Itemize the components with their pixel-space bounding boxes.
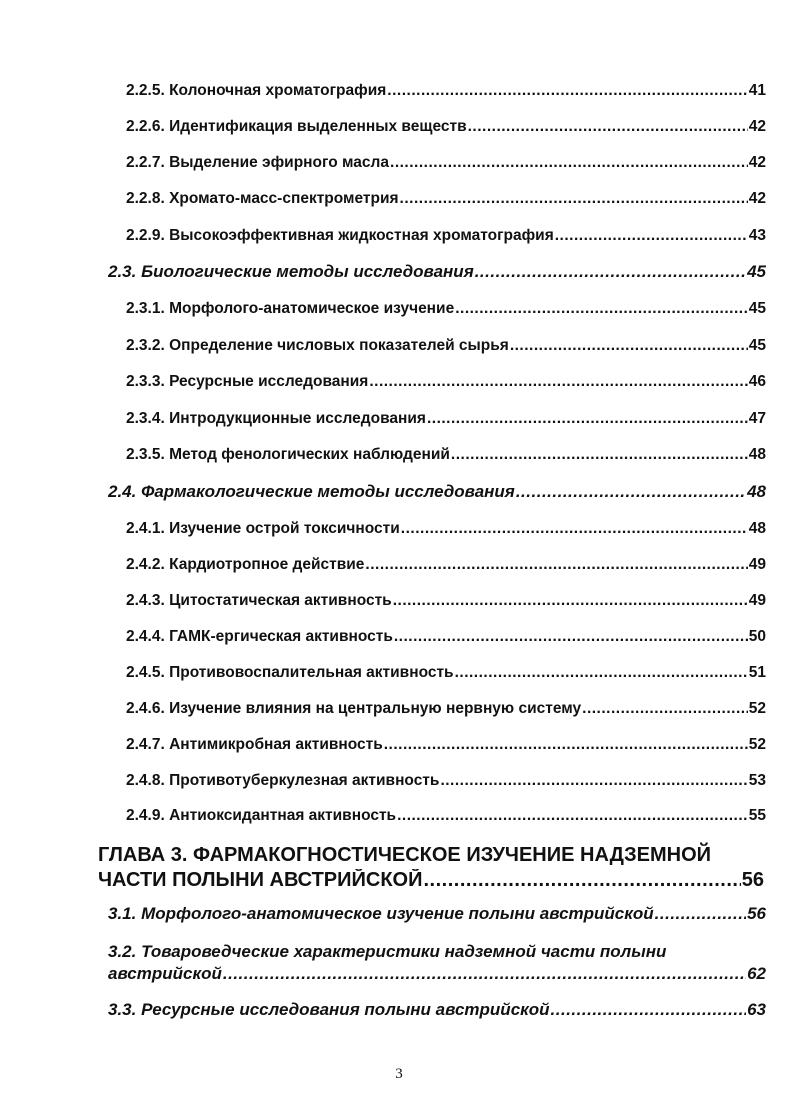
toc-entry bbox=[126, 592, 766, 610]
toc-entry-title: 2.3.5. Метод фенологических наблюдений bbox=[126, 446, 450, 463]
toc-section-page: 56 bbox=[747, 904, 766, 923]
toc-section bbox=[108, 1000, 766, 1020]
leader-dots bbox=[384, 736, 748, 754]
toc-chapter-title-line2: ЧАСТИ ПОЛЫНИ АВСТРИЙСКОЙ bbox=[98, 869, 423, 891]
toc-entry-title: 2.4.4. ГАМК-ергическая активность bbox=[126, 628, 393, 645]
toc-entry-page: 52 bbox=[748, 736, 766, 753]
leader-dots bbox=[655, 904, 746, 924]
toc-entry-title: 2.2.7. Выделение эфирного масла bbox=[126, 154, 390, 171]
leader-dots bbox=[387, 82, 747, 100]
toc-section-title: 3.3. Ресурсные исследования полыни австрийской bbox=[108, 1000, 550, 1019]
toc-entry bbox=[126, 300, 766, 318]
toc-entry-title: 2.3.3. Ресурсные исследования bbox=[126, 373, 369, 390]
toc-section-page: 48 bbox=[747, 482, 766, 501]
toc-entry-page: 45 bbox=[748, 337, 766, 354]
leader-dots bbox=[551, 1000, 747, 1020]
toc-entry-title: 2.3.1. Морфолого-анатомическое изучение bbox=[126, 300, 455, 317]
leader-dots bbox=[455, 300, 748, 318]
leader-dots bbox=[397, 807, 748, 825]
toc-entry bbox=[126, 664, 766, 682]
leader-dots bbox=[223, 964, 746, 984]
toc-entry-title: 2.2.5. Колоночная хроматография bbox=[126, 82, 387, 99]
toc-entry-page: 51 bbox=[748, 664, 766, 681]
toc-chapter-page: 56 bbox=[741, 869, 764, 891]
toc-section bbox=[108, 482, 766, 502]
toc-entry-title: 2.4.8. Противотуберкулезная активность bbox=[126, 772, 440, 789]
toc-entry-page: 55 bbox=[748, 807, 766, 824]
toc-section-title: 2.3. Биологические методы исследования bbox=[108, 262, 474, 281]
toc-entry-page: 49 bbox=[748, 592, 766, 609]
toc-entry bbox=[126, 190, 766, 208]
leader-dots bbox=[427, 410, 748, 428]
page-number: 3 bbox=[395, 1066, 403, 1082]
toc-entry bbox=[126, 154, 766, 172]
toc-section bbox=[108, 904, 766, 924]
toc-entry-page: 42 bbox=[748, 154, 766, 171]
leader-dots bbox=[393, 592, 748, 610]
toc-entry bbox=[126, 700, 766, 718]
toc-entry-page: 53 bbox=[748, 772, 766, 789]
leader-dots bbox=[451, 446, 748, 464]
toc-entry-page: 48 bbox=[748, 520, 766, 537]
toc-entry-page: 48 bbox=[748, 446, 766, 463]
toc-entry-title: 2.3.4. Интродукционные исследования bbox=[126, 410, 426, 427]
toc-section-page: 45 bbox=[747, 262, 766, 281]
toc-entry-title: 2.4.7. Антимикробная активность bbox=[126, 736, 383, 753]
toc-entry bbox=[126, 556, 766, 574]
leader-dots bbox=[365, 556, 747, 574]
leader-dots bbox=[394, 628, 748, 646]
toc-entry-page: 42 bbox=[748, 190, 766, 207]
toc-entry-page: 41 bbox=[748, 82, 766, 99]
toc-chapter-title-line1: ГЛАВА 3. ФАРМАКОГНОСТИЧЕСКОЕ ИЗУЧЕНИЕ НАДЗЕМНОЙ bbox=[98, 844, 712, 866]
leader-dots bbox=[582, 700, 748, 718]
toc-entry-page: 46 bbox=[748, 373, 766, 390]
toc-entry-page: 52 bbox=[748, 700, 766, 717]
leader-dots bbox=[468, 118, 748, 136]
leader-dots bbox=[440, 772, 747, 790]
toc-section bbox=[108, 942, 766, 986]
toc-entry-title: 2.3.2. Определение числовых показателей сырья bbox=[126, 337, 509, 354]
leader-dots bbox=[510, 337, 748, 355]
toc-section bbox=[108, 262, 766, 282]
leader-dots bbox=[423, 869, 740, 892]
toc-entry bbox=[126, 446, 766, 464]
toc-entry-page: 45 bbox=[748, 300, 766, 317]
toc-section-page: 62 bbox=[747, 964, 766, 983]
leader-dots bbox=[455, 664, 748, 682]
toc-entry-title: 2.4.6. Изучение влияния на центральную нервную систему bbox=[126, 700, 582, 717]
toc-entry bbox=[126, 82, 766, 100]
toc-entry bbox=[126, 373, 766, 391]
toc-section-page: 63 bbox=[747, 1000, 766, 1019]
toc-entry-title: 2.4.2. Кардиотропное действие bbox=[126, 556, 365, 573]
toc-entry-page: 42 bbox=[748, 118, 766, 135]
toc-entry bbox=[126, 410, 766, 428]
leader-dots bbox=[475, 262, 746, 282]
toc-entry-page: 43 bbox=[748, 227, 766, 244]
toc-entry bbox=[126, 337, 766, 355]
toc-chapter-line2 bbox=[98, 869, 764, 892]
toc-entry bbox=[126, 772, 766, 790]
toc-section-title-line1: 3.2. Товароведческие характеристики надземной части полыни bbox=[108, 942, 667, 961]
toc-entry bbox=[126, 118, 766, 136]
toc-entry-title: 2.4.3. Цитостатическая активность bbox=[126, 592, 392, 609]
toc-entry bbox=[126, 628, 766, 646]
leader-dots bbox=[401, 520, 748, 538]
toc-entry-title: 2.2.9. Высокоэффективная жидкостная хроматография bbox=[126, 227, 554, 244]
toc-entry bbox=[126, 736, 766, 754]
leader-dots bbox=[369, 373, 747, 391]
leader-dots bbox=[400, 190, 748, 208]
toc-entry bbox=[126, 520, 766, 538]
toc-section-title-line2: австрийской bbox=[108, 964, 222, 983]
leader-dots bbox=[555, 227, 748, 245]
toc-entry bbox=[126, 227, 766, 245]
toc-entry-page: 50 bbox=[748, 628, 766, 645]
toc-entry-page: 47 bbox=[748, 410, 766, 427]
toc-section-line2 bbox=[108, 964, 766, 984]
toc-entry-title: 2.4.9. Антиоксидантная активность bbox=[126, 807, 397, 824]
toc-entry-title: 2.4.1. Изучение острой токсичности bbox=[126, 520, 400, 537]
toc-entry bbox=[126, 807, 766, 825]
toc-entry-title: 2.4.5. Противовоспалительная активность bbox=[126, 664, 454, 681]
toc-entry-title: 2.2.6. Идентификация выделенных веществ bbox=[126, 118, 467, 135]
leader-dots bbox=[390, 154, 748, 172]
toc-section-title: 2.4. Фармакологические методы исследования bbox=[108, 482, 515, 501]
toc-entry-title: 2.2.8. Хромато-масс-спектрометрия bbox=[126, 190, 399, 207]
toc-section-title: 3.1. Морфолого-анатомическое изучение полыни австрийской bbox=[108, 904, 654, 923]
toc-chapter bbox=[98, 844, 764, 894]
leader-dots bbox=[516, 482, 746, 502]
toc-entry-page: 49 bbox=[748, 556, 766, 573]
